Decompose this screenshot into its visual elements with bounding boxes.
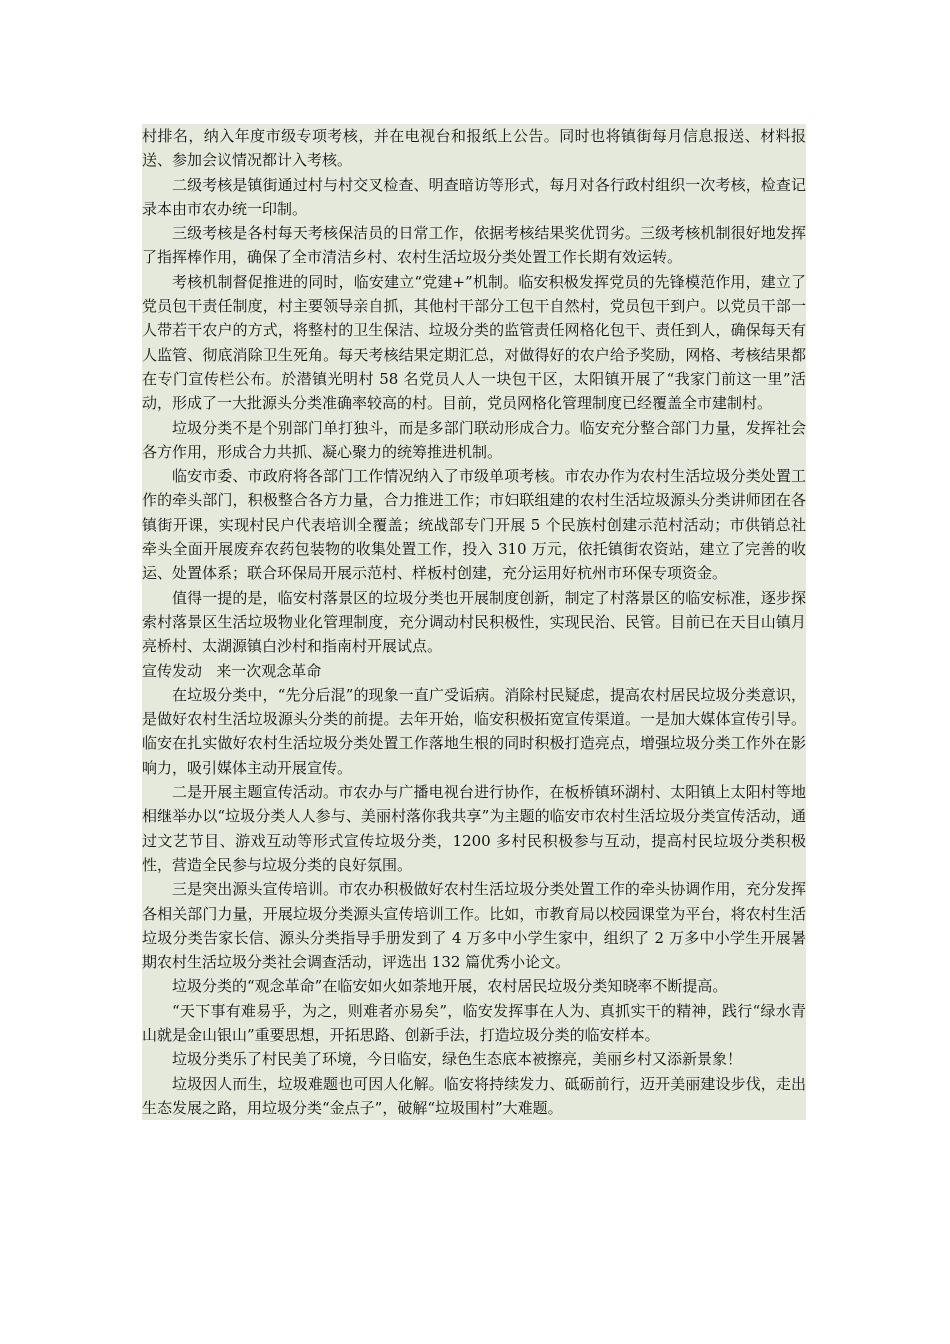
paragraph-3: 三级考核是各村每天考核保洁员的日常工作，依据考核结果奖优罚劣。三级考核机制很好地发挥了指挥棒作用，确保了全市清洁乡村、农村生活垃圾分类处置工作长期有效运转。 <box>142 221 806 270</box>
paragraph-10: 三是突出源头宣传培训。市农办积极做好农村生活垃圾分类处置工作的牵头协调作用，充分发挥各相关部门力量，开展垃圾分类源头宣传培训工作。比如，市教育局以校园课堂为平台，将农村生活垃圾分类告家长信、源头分类指导手册发到了 4 万多中小学生家中，组织了 2 万多中小学生开展暑期农村生活垃圾分类社会调查活动，评选出 132 篇优秀小论文。 <box>142 877 806 974</box>
paragraph-6: 临安市委、市政府将各部门工作情况纳入了市级单项考核。市农办作为农村生活垃圾分类处置工作的牵头部门，积极整合各方力量，合力推进工作；市妇联组建的农村生活垃圾源头分类讲师团在各镇街开课，实现村民户代表培训全覆盖；统战部专门开展 5 个民族村创建示范村活动；市供销总社牵头全面开展废弃农药包装物的收集处置工作，投入 310 万元，依托镇街农资站，建立了完善的收运、处置体系；联合环保局开展示范村、样板村创建，充分运用好杭州市环保专项资金。 <box>142 464 806 585</box>
article-body <box>142 124 806 1120</box>
paragraph-4: 考核机制督促推进的同时，临安建立“党建+”机制。临安积极发挥党员的先锋模范作用，建立了党员包干责任制度，村主要领导亲自抓，其他村干部分工包干自然村，党员包干到户。以党员干部一人带若干农户的方式，将整村的卫生保洁、垃圾分类的监管责任网格化包干、责任到人，确保每天有人监管、彻底消除卫生死角。每天考核结果定期汇总，对做得好的农户给予奖励，网格、考核结果都在专门宣传栏公布。於潜镇光明村 58 名党员人人一块包干区，太阳镇开展了“我家门前这一里”活动，形成了一大批源头分类准确率较高的村。目前，党员网格化管理制度已经覆盖全市建制村。 <box>142 270 806 416</box>
paragraph-13: 垃圾分类乐了村民美了环境，今日临安，绿色生态底本被擦亮，美丽乡村又添新景象！ <box>142 1047 806 1071</box>
paragraph-7: 值得一提的是，临安村落景区的垃圾分类也开展制度创新，制定了村落景区的临安标准，逐步探索村落景区生活垃圾物业化管理制度，充分调动村民积极性，实现民治、民管。目前已在天目山镇月亮桥村、太湖源镇白沙村和指南村开展试点。 <box>142 586 806 659</box>
paragraph-5: 垃圾分类不是个别部门单打独斗，而是多部门联动形成合力。临安充分整合部门力量，发挥社会各方作用，形成合力共抓、凝心聚力的统筹推进机制。 <box>142 416 806 465</box>
paragraph-9: 二是开展主题宣传活动。市农办与广播电视台进行协作，在板桥镇环湖村、太阳镇上太阳村等地相继举办以“垃圾分类人人参与、美丽村落你我共享”为主题的临安市农村生活垃圾分类宣传活动，通过文艺节目、游戏互动等形式宣传垃圾分类，1200 多村民积极参与互动，提高村民垃圾分类积极性，营造全民参与垃圾分类的良好氛围。 <box>142 780 806 877</box>
paragraph-11: 垃圾分类的“观念革命”在临安如火如荼地开展，农村居民垃圾分类知晓率不断提高。 <box>142 974 806 998</box>
paragraph-8: 在垃圾分类中，“先分后混”的现象一直广受诟病。消除村民疑虑，提高农村居民垃圾分类意识，是做好农村生活垃圾源头分类的前提。去年开始，临安积极拓宽宣传渠道。一是加大媒体宣传引导。临安在扎实做好农村生活垃圾分类处置工作落地生根的同时积极打造亮点，增强垃圾分类工作外在影响力，吸引媒体主动开展宣传。 <box>142 683 806 780</box>
paragraph-14: 垃圾因人而生，垃圾难题也可因人化解。临安将持续发力、砥砺前行，迈开美丽建设步伐，走出生态发展之路，用垃圾分类“金点子”，破解“垃圾围村”大难题。 <box>142 1072 806 1121</box>
paragraph-2: 二级考核是镇街通过村与村交叉检查、明查暗访等形式，每月对各行政村组织一次考核，检查记录本由市农办统一印制。 <box>142 173 806 222</box>
paragraph-12: “天下事有难易乎，为之，则难者亦易矣”，临安发挥事在人为、真抓实干的精神，践行“绿水青山就是金山银山”重要思想，开拓思路、创新手法，打造垃圾分类的临安样本。 <box>142 999 806 1048</box>
section-heading: 宣传发动 来一次观念革命 <box>142 659 806 683</box>
paragraph-1: 村排名，纳入年度市级专项考核，并在电视台和报纸上公告。同时也将镇街每月信息报送、材料报送、参加会议情况都计入考核。 <box>142 124 806 173</box>
